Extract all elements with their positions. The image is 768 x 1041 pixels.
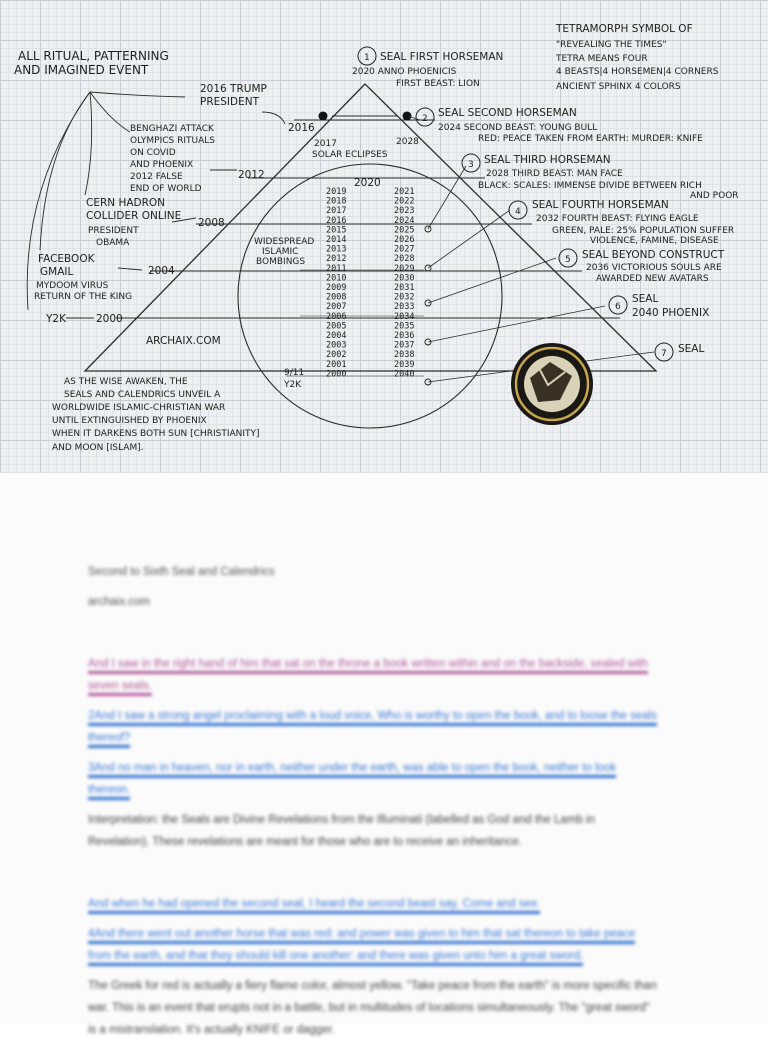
svg-text:CERN HADRON: CERN HADRON (86, 197, 166, 209)
left-year: 2019 (326, 187, 347, 197)
interpretation-paragraph: Interpretation: the Seals are Divine Revelations from the Illuminati (labelled as God and the Lamb in Revelation). These revelations are meant for those who are to receive an inheritance. (88, 814, 595, 848)
svg-text:SEALS AND CALENDRICS UNVEIL A: SEALS AND CALENDRICS UNVEIL A (64, 390, 221, 400)
right-year: 2023 (394, 206, 415, 217)
left-year: 2000 (326, 369, 347, 380)
left-year: 2011 (326, 263, 347, 274)
svg-text:SEAL: SEAL (678, 343, 705, 355)
svg-text:AWARDED NEW AVATARS: AWARDED NEW AVATARS (596, 274, 709, 284)
right-year: 2024 (394, 215, 415, 226)
verse-line (88, 923, 658, 967)
left-year: 2017 (326, 206, 347, 217)
verse-text: 3And no man in heaven, nor in earth, neither under the earth, was able to open the book, neither to look thereon. (88, 762, 616, 800)
left-year: 2010 (326, 273, 347, 284)
left-year: 2006 (326, 311, 347, 322)
svg-text:2017: 2017 (314, 139, 337, 149)
svg-text:Y2K: Y2K (46, 313, 66, 325)
svg-text:BENGHAZI ATTACK: BENGHAZI ATTACK (130, 124, 214, 134)
right-year: 2029 (394, 263, 415, 274)
svg-text:BOMBINGS: BOMBINGS (256, 257, 306, 267)
svg-text:RETURN OF THE KING: RETURN OF THE KING (34, 292, 133, 302)
verse-line (88, 653, 658, 697)
left-year: 2013 (326, 244, 347, 255)
svg-text:SOLAR ECLIPSES: SOLAR ECLIPSES (312, 150, 388, 160)
verse-text: 4And there went out another horse that was red: and power was given to him that sat thereon to take peace from the earth, and that they should kill one another: and there was given unto him a great sword. (88, 928, 635, 966)
left-year: 2015 (326, 225, 347, 236)
svg-text:TETRA MEANS FOUR: TETRA MEANS FOUR (556, 54, 648, 64)
right-year: 2031 (394, 283, 415, 293)
svg-text:VIOLENCE, FAMINE, DISEASE: VIOLENCE, FAMINE, DISEASE (590, 236, 719, 246)
svg-text:COLLIDER ONLINE: COLLIDER ONLINE (86, 210, 182, 222)
right-year: 2032 (394, 292, 415, 303)
right-year: 2022 (394, 196, 415, 207)
svg-text:2012 FALSE: 2012 FALSE (130, 172, 183, 182)
svg-text:AS THE WISE AWAKEN, THE: AS THE WISE AWAKEN, THE (64, 377, 188, 387)
right-year: 2028 (394, 254, 415, 265)
verse-line (88, 757, 658, 801)
left-year: 2002 (326, 350, 347, 361)
svg-text:5: 5 (565, 255, 571, 265)
svg-text:FIRST BEAST: LION: FIRST BEAST: LION (396, 79, 480, 89)
right-year: 2025 (394, 225, 415, 236)
right-year: 2035 (394, 321, 415, 332)
note-ritual-2: AND IMAGINED EVENT (14, 63, 149, 77)
svg-text:4: 4 (515, 207, 521, 217)
svg-text:SEAL FOURTH HORSEMAN: SEAL FOURTH HORSEMAN (532, 199, 669, 211)
svg-text:OLYMPICS RITUALS: OLYMPICS RITUALS (130, 136, 215, 146)
svg-text:WIDESPREAD: WIDESPREAD (254, 237, 315, 247)
verse-group-a (88, 653, 658, 801)
svg-text:AND POOR: AND POOR (690, 191, 739, 201)
svg-text:SEAL BEYOND CONSTRUCT: SEAL BEYOND CONSTRUCT (582, 249, 725, 261)
svg-text:GREEN, PALE: 25% POPULATION SU: GREEN, PALE: 25% POPULATION SUFFER (552, 226, 735, 236)
left-year: 2005 (326, 321, 347, 332)
apex-dot-left (319, 112, 328, 121)
svg-text:PRESIDENT: PRESIDENT (200, 96, 260, 108)
right-year: 2034 (394, 311, 415, 322)
svg-text:2004: 2004 (148, 265, 175, 277)
svg-text:SEAL: SEAL (632, 293, 659, 305)
left-year: 2003 (326, 340, 347, 351)
left-year: 2018 (326, 196, 347, 207)
svg-text:OBAMA: OBAMA (96, 238, 130, 248)
svg-text:BLACK: SCALES: IMMENSE DIVIDE: BLACK: SCALES: IMMENSE DIVIDE BETWEEN RICH (478, 181, 702, 191)
left-year: 2009 (326, 283, 347, 293)
svg-text:UNTIL EXTINGUISHED BY PHOENIX: UNTIL EXTINGUISHED BY PHOENIX (52, 416, 207, 426)
svg-text:9/11: 9/11 (284, 368, 305, 378)
svg-text:PRESIDENT: PRESIDENT (88, 226, 139, 236)
right-year: 2021 (394, 187, 415, 197)
svg-text:ON COVID: ON COVID (130, 148, 176, 158)
svg-text:6: 6 (615, 302, 621, 312)
svg-text:2040 PHOENIX: 2040 PHOENIX (632, 307, 710, 319)
left-year: 2014 (326, 235, 347, 245)
svg-text:GMAIL: GMAIL (40, 266, 74, 278)
svg-text:AND MOON [ISLAM].: AND MOON [ISLAM]. (52, 443, 144, 453)
commentary-paragraph: The Greek for red is actually a fiery flame color, almost yellow. "Take peace from the earth" is more specific than war. This is an event that erupts not in a battle, but in multitudes of locations simultaneously. The "great sword" is a mistranslation. It's actually KNIFE or dagger. (88, 980, 657, 1036)
svg-text:FACEBOOK: FACEBOOK (38, 253, 95, 265)
svg-text:SEAL THIRD HORSEMAN: SEAL THIRD HORSEMAN (484, 154, 611, 166)
svg-text:WHEN IT DARKENS BOTH SUN [CHRI: WHEN IT DARKENS BOTH SUN [CHRISTIANITY] (52, 429, 260, 439)
left-year: 2012 (326, 254, 347, 265)
document-body (88, 561, 658, 1041)
calendar-circle (238, 164, 502, 428)
left-year: 2008 (326, 292, 347, 303)
document-site: archaix.com (88, 596, 150, 608)
svg-text:ISLAMIC: ISLAMIC (262, 247, 299, 257)
right-year: 2033 (394, 302, 415, 313)
svg-text:"REVEALING THE TIMES": "REVEALING THE TIMES" (556, 40, 667, 50)
verse-text: And I saw in the right hand of him that sat on the throne a book written within and on the backside, sealed with seven seals. (88, 658, 648, 696)
svg-text:AND PHOENIX: AND PHOENIX (130, 160, 194, 170)
svg-text:WORLDWIDE ISLAMIC-CHRISTIAN WA: WORLDWIDE ISLAMIC-CHRISTIAN WAR (52, 403, 226, 413)
svg-text:2020: 2020 (354, 177, 381, 189)
svg-text:2028 THIRD BEAST: MAN FACE: 2028 THIRD BEAST: MAN FACE (486, 169, 623, 179)
right-year-column (394, 187, 414, 379)
verse-line (88, 893, 658, 915)
right-year: 2040 (394, 369, 415, 380)
svg-text:2016 TRUMP: 2016 TRUMP (200, 83, 267, 95)
left-year: 2007 (326, 302, 347, 313)
website-label: ARCHAIX.COM (146, 335, 221, 347)
document-title: Second to Sixth Seal and Calendrics (88, 566, 275, 578)
svg-text:Y2K: Y2K (284, 380, 302, 390)
svg-text:2008: 2008 (198, 217, 225, 229)
svg-text:SEAL SECOND HORSEMAN: SEAL SECOND HORSEMAN (438, 107, 577, 119)
verse-text: And when he had opened the second seal, I heard the second beast say, Come and see. (88, 898, 540, 914)
svg-text:END OF WORLD: END OF WORLD (130, 184, 202, 194)
svg-text:SEAL FIRST HORSEMAN: SEAL FIRST HORSEMAN (380, 51, 504, 63)
right-year: 2036 (394, 331, 415, 341)
svg-text:2032 FOURTH BEAST: FLYING EAG: 2032 FOURTH BEAST: FLYING EAGLE (536, 214, 699, 224)
verse-text: 2And I saw a strong angel proclaiming with a loud voice, Who is worthy to open the book, and to loose the seals thereof? (88, 710, 657, 748)
note-ritual-1: ALL RITUAL, PATTERNING (18, 49, 169, 63)
svg-text:2016: 2016 (288, 122, 315, 134)
right-year: 2037 (394, 340, 415, 351)
hand-drawn-diagram (0, 0, 768, 473)
left-year: 2001 (326, 359, 347, 370)
right-year: 2026 (394, 235, 415, 245)
document-area (0, 473, 768, 1036)
chart-photo (0, 0, 768, 473)
right-year: 2038 (394, 350, 415, 361)
svg-text:2028: 2028 (396, 137, 419, 147)
left-year: 2016 (326, 215, 347, 226)
left-year: 2004 (326, 331, 347, 341)
left-year-column (326, 187, 346, 379)
svg-text:2012: 2012 (238, 169, 265, 181)
svg-text:2036 VICTORIOUS SOULS ARE: 2036 VICTORIOUS SOULS ARE (586, 263, 722, 273)
right-year: 2027 (394, 244, 415, 255)
svg-text:2024 SECOND BEAST: YOUNG BULL: 2024 SECOND BEAST: YOUNG BULL (438, 123, 598, 133)
svg-text:2000: 2000 (96, 313, 123, 325)
right-year: 2039 (394, 359, 415, 370)
verse-line (88, 705, 658, 749)
apex-dot-right (403, 112, 412, 121)
right-year: 2030 (394, 273, 415, 284)
verse-group-b (88, 893, 658, 967)
svg-text:TETRAMORPH SYMBOL OF: TETRAMORPH SYMBOL OF (556, 23, 693, 35)
svg-text:2020 ANNO PHOENICIS: 2020 ANNO PHOENICIS (352, 67, 457, 77)
coin-image (511, 343, 593, 425)
svg-text:4 BEASTS|4 HORSEMEN|4 CORNERS: 4 BEASTS|4 HORSEMEN|4 CORNERS (556, 67, 719, 77)
svg-text:2: 2 (422, 114, 428, 124)
svg-text:ANCIENT SPHINX 4 COLORS: ANCIENT SPHINX 4 COLORS (556, 82, 681, 92)
svg-text:RED: PEACE TAKEN FROM EARTH: M: RED: PEACE TAKEN FROM EARTH: MURDER: KNIFE (478, 134, 703, 144)
svg-text:7: 7 (661, 349, 667, 359)
svg-text:MYDOOM VIRUS: MYDOOM VIRUS (36, 281, 109, 291)
svg-text:1: 1 (364, 53, 370, 63)
svg-text:3: 3 (468, 160, 474, 170)
